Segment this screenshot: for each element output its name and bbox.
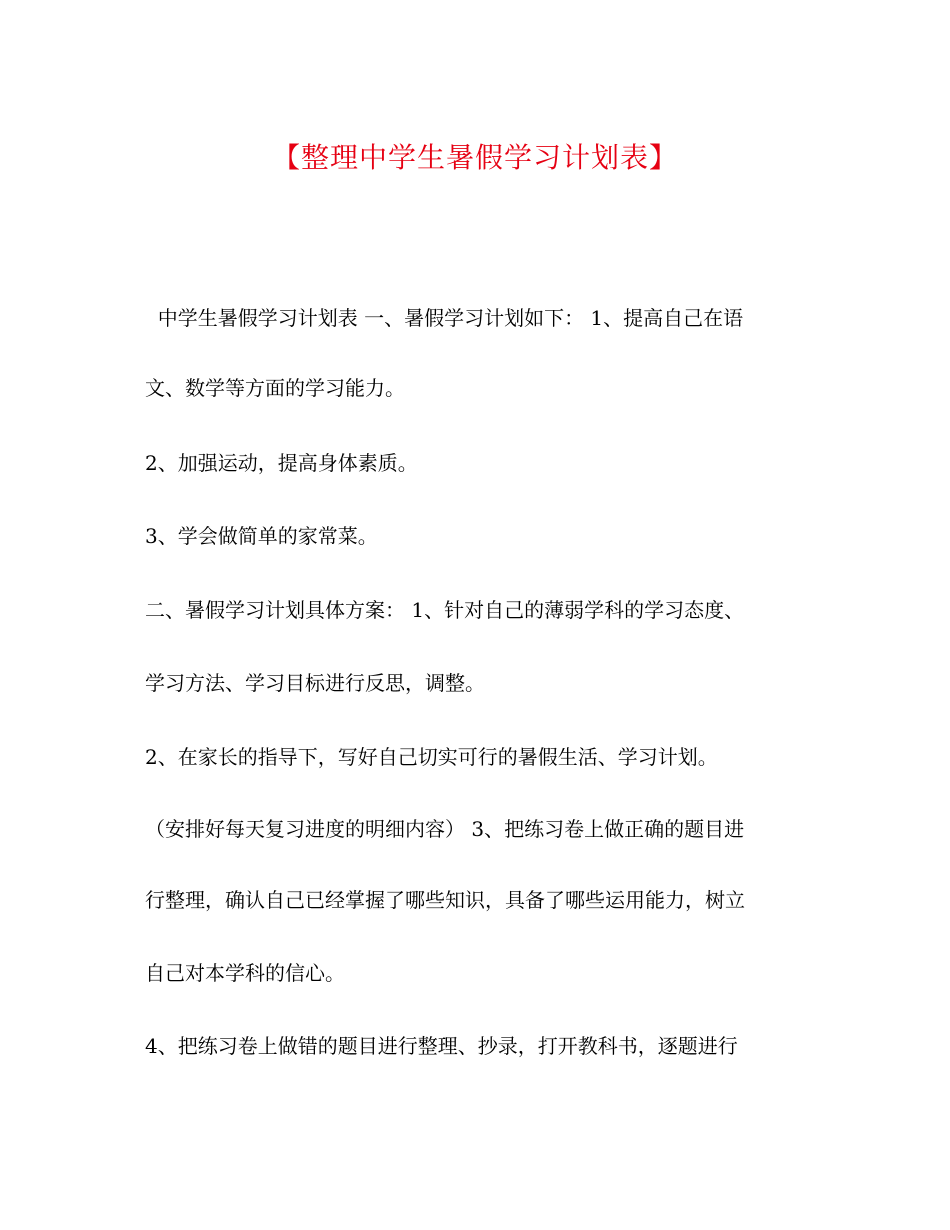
body-line: 2、加强运动，提高身体素质。 <box>145 451 418 475</box>
body-line: 自己对本学科的信心。 <box>145 961 345 985</box>
body-line: 二、暑假学习计划具体方案： 1、针对自己的薄弱学科的学习态度、 <box>145 598 745 622</box>
body-line: 中学生暑假学习计划表 一、暑假学习计划如下： 1、提高自己在语 <box>145 306 744 330</box>
body-line: （安排好每天复习进度的明细内容） 3、把练习卷上做正确的题目进 <box>145 817 745 841</box>
body-line: 文、数学等方面的学习能力。 <box>145 376 405 400</box>
body-line: 4、把练习卷上做错的题目进行整理、抄录，打开教科书，逐题进行 <box>145 1034 738 1058</box>
body-line: 学习方法、学习目标进行反思，调整。 <box>145 671 485 695</box>
body-line: 行整理，确认自己已经掌握了哪些知识，具备了哪些运用能力，树立 <box>145 888 745 912</box>
body-line: 2、在家长的指导下，写好自己切实可行的暑假生活、学习计划。 <box>145 745 718 769</box>
body-line: 3、学会做简单的家常菜。 <box>145 524 378 548</box>
document-title: 【整理中学生暑假学习计划表】 <box>271 141 678 174</box>
